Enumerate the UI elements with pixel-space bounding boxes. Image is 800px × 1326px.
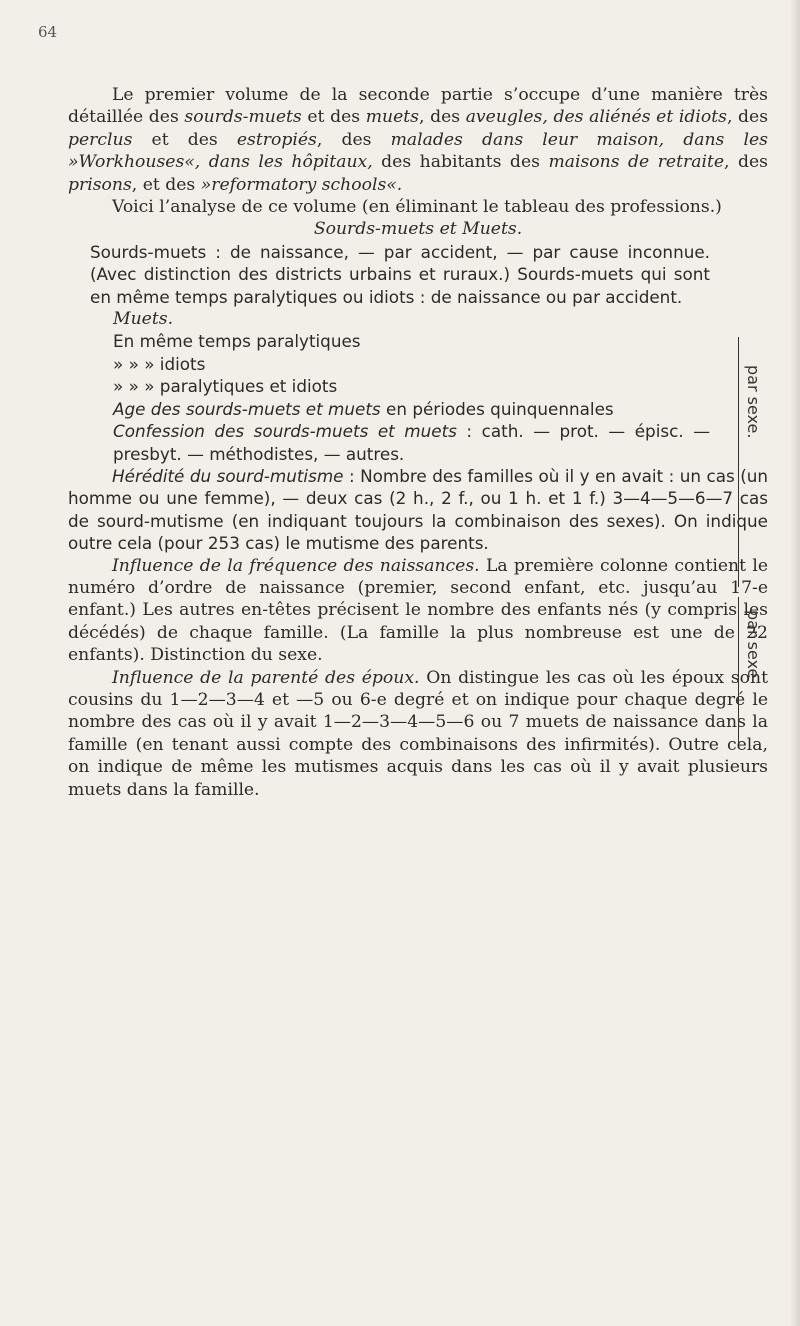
heredity-paragraph: Hérédité du sourd-mutisme : Nombre des familles où il y en avait : un cas (un homme ou une femme), — deux cas (2 h., 2 f., ou 1 h. et 1 f.) 3—4—5—6—7 cas de sourd-mutisme (en indiquant toujours la combinaison des sexes). On indique outre cela (pour 253 cas) le mutisme des parents. [68,465,769,554]
section-heading: Sourds-muets et Muets. [313,219,523,240]
muets-item-2: » » » idiots [113,353,206,374]
muets-heading: Muets. [113,309,174,330]
page-edge-shadow [790,0,800,1326]
muets-item-1: En même temps paralytiques [113,331,361,352]
margin-note-1: par sexe. [744,365,763,439]
muets-item-3: » » » paralytiques et idiots [113,376,338,397]
analysis-paragraph: Voici l’analyse de ce volume (en éliminant le tableau des professions.) [112,197,722,218]
tabulated-section [68,241,768,465]
body-text [68,84,768,801]
margin-note-2: par sexe [744,610,763,679]
age-entry: Age des sourds-muets et muets en périodes quinquennales [113,398,614,419]
page-number: 64 [38,23,58,41]
margin-bracket-1 [724,337,739,587]
kinship-paragraph: Influence de la parenté des époux. On distingue les cas où les époux sont cousins du 1—2—3—4 et —5 ou 6-e degré et on indique pour chaque degré le nombre des cas où il y avait 1—2—3—4—5—6 ou 7 muets de naissance dans la famille (en tenant aussi compte des combinaisons des infirmités). Outre cela, on indique de même les mutismes acquis dans les cas où il y avait plusieurs muets dans la famille. [68,667,768,800]
margin-bracket-2 [724,597,739,743]
sourds-muets-entry: Sourds-muets : de naissance, — par accident, — par cause inconnue. (Avec distinction des districts urbains et ruraux.) Sourds-muets qui sont en même temps paralytiques ou idiots : de naissance ou par accident. [90,241,710,307]
intro-paragraph: Le premier volume de la seconde partie s’occupe d’une manière très détaillée des sourds-muets et des muets, des aveugles, des aliénés et idiots, des perclus et des estropiés, des malades dans leur maison, dans les »Workhouses«, dans les hôpitaux, des habitants des maisons de retraite, des prisons, et des »reformatory schools«. [68,85,769,195]
birth-frequency-paragraph: Influence de la fréquence des naissances. La première colonne contient le numéro d’ordre de naissance (premier, second enfant, etc. jusqu’au 17-e enfant.) Les autres en-têtes précisent le nombre des enfants nés (y compris les décédés) de chaque famille. (La famille la plus nombreuse est une de 22 enfants). Distinction du sexe. [68,555,768,666]
confession-entry: Confession des sourds-muets et muets : cath. — prot. — épisc. — presbyt. — méthodistes, — autres. [113,421,710,464]
